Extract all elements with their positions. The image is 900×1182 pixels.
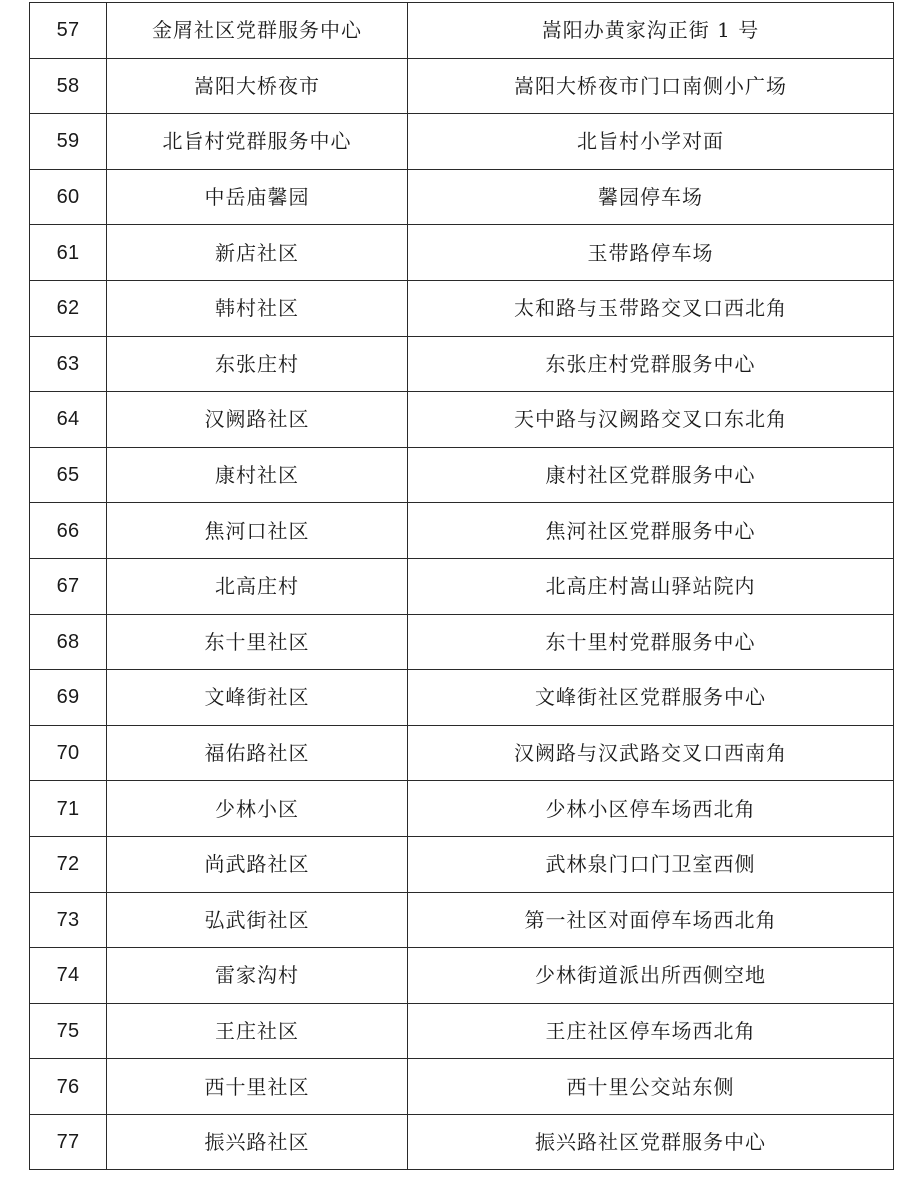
site-location-cell: 第一社区对面停车场西北角 <box>408 892 894 948</box>
table-row <box>30 781 894 837</box>
row-number-cell: 73 <box>30 892 107 948</box>
site-name-cell: 西十里社区 <box>107 1059 408 1115</box>
table-row <box>30 1114 894 1170</box>
site-location-cell: 康村社区党群服务中心 <box>408 447 894 503</box>
row-number-cell: 57 <box>30 3 107 59</box>
table-row <box>30 614 894 670</box>
site-location-cell: 北旨村小学对面 <box>408 114 894 170</box>
row-number-cell: 63 <box>30 336 107 392</box>
site-name-cell: 东十里社区 <box>107 614 408 670</box>
row-number-cell: 71 <box>30 781 107 837</box>
row-number-cell: 69 <box>30 670 107 726</box>
site-location-cell: 王庄社区停车场西北角 <box>408 1003 894 1059</box>
site-name-cell: 雷家沟村 <box>107 948 408 1004</box>
row-number-cell: 67 <box>30 558 107 614</box>
site-location-cell: 少林街道派出所西侧空地 <box>408 948 894 1004</box>
row-number-cell: 62 <box>30 280 107 336</box>
row-number-cell: 64 <box>30 392 107 448</box>
table-row <box>30 558 894 614</box>
site-name-cell: 中岳庙馨园 <box>107 169 408 225</box>
table-row <box>30 725 894 781</box>
site-location-cell: 汉阙路与汉武路交叉口西南角 <box>408 725 894 781</box>
row-number-cell: 66 <box>30 503 107 559</box>
table-row <box>30 336 894 392</box>
table-row <box>30 169 894 225</box>
site-name-cell: 康村社区 <box>107 447 408 503</box>
site-name-cell: 少林小区 <box>107 781 408 837</box>
site-location-cell: 天中路与汉阙路交叉口东北角 <box>408 392 894 448</box>
table-row <box>30 3 894 59</box>
table-row <box>30 114 894 170</box>
site-location-cell: 嵩阳大桥夜市门口南侧小广场 <box>408 58 894 114</box>
site-name-cell: 汉阙路社区 <box>107 392 408 448</box>
site-location-cell: 嵩阳办黄家沟正街 1 号 <box>408 3 894 59</box>
row-number-cell: 70 <box>30 725 107 781</box>
table-row <box>30 225 894 281</box>
site-name-cell: 金屑社区党群服务中心 <box>107 3 408 59</box>
table-row <box>30 836 894 892</box>
site-location-cell: 少林小区停车场西北角 <box>408 781 894 837</box>
row-number-cell: 65 <box>30 447 107 503</box>
table-row <box>30 503 894 559</box>
site-location-cell: 振兴路社区党群服务中心 <box>408 1114 894 1170</box>
row-number-cell: 68 <box>30 614 107 670</box>
site-location-cell: 西十里公交站东侧 <box>408 1059 894 1115</box>
row-number-cell: 72 <box>30 836 107 892</box>
site-location-cell: 太和路与玉带路交叉口西北角 <box>408 280 894 336</box>
row-number-cell: 58 <box>30 58 107 114</box>
table-row <box>30 948 894 1004</box>
site-location-cell: 馨园停车场 <box>408 169 894 225</box>
row-number-cell: 59 <box>30 114 107 170</box>
site-name-cell: 东张庄村 <box>107 336 408 392</box>
row-number-cell: 61 <box>30 225 107 281</box>
site-list-table <box>29 2 894 1170</box>
site-name-cell: 王庄社区 <box>107 1003 408 1059</box>
row-number-cell: 60 <box>30 169 107 225</box>
row-number-cell: 74 <box>30 948 107 1004</box>
site-name-cell: 尚武路社区 <box>107 836 408 892</box>
table-row <box>30 280 894 336</box>
table-row <box>30 670 894 726</box>
site-location-cell: 文峰街社区党群服务中心 <box>408 670 894 726</box>
row-number-cell: 75 <box>30 1003 107 1059</box>
site-name-cell: 北高庄村 <box>107 558 408 614</box>
site-location-cell: 北高庄村嵩山驿站院内 <box>408 558 894 614</box>
site-name-cell: 北旨村党群服务中心 <box>107 114 408 170</box>
table-row <box>30 447 894 503</box>
table-row <box>30 1059 894 1115</box>
site-name-cell: 福佑路社区 <box>107 725 408 781</box>
site-location-cell: 东十里村党群服务中心 <box>408 614 894 670</box>
site-location-cell: 东张庄村党群服务中心 <box>408 336 894 392</box>
table-row <box>30 1003 894 1059</box>
table-body <box>30 3 894 1170</box>
site-location-cell: 武林泉门口门卫室西侧 <box>408 836 894 892</box>
site-name-cell: 振兴路社区 <box>107 1114 408 1170</box>
site-name-cell: 焦河口社区 <box>107 503 408 559</box>
table-row <box>30 392 894 448</box>
table-row <box>30 58 894 114</box>
site-location-cell: 玉带路停车场 <box>408 225 894 281</box>
site-name-cell: 嵩阳大桥夜市 <box>107 58 408 114</box>
row-number-cell: 76 <box>30 1059 107 1115</box>
site-location-cell: 焦河社区党群服务中心 <box>408 503 894 559</box>
site-name-cell: 文峰街社区 <box>107 670 408 726</box>
site-name-cell: 新店社区 <box>107 225 408 281</box>
site-name-cell: 弘武街社区 <box>107 892 408 948</box>
row-number-cell: 77 <box>30 1114 107 1170</box>
table-row <box>30 892 894 948</box>
site-name-cell: 韩村社区 <box>107 280 408 336</box>
